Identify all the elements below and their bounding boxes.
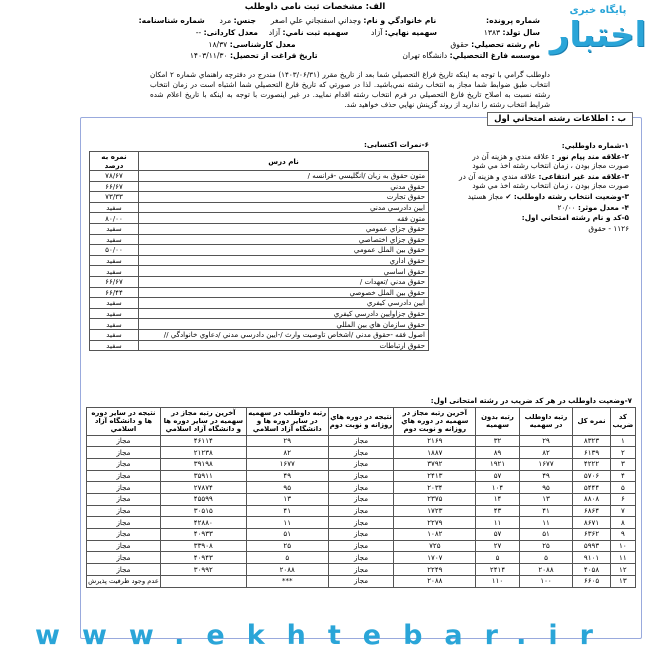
grade-row (90, 276, 429, 287)
pnu-interest-value: علاقه مندي و هزينه آن در صورت مجاز بودن ، زمان انتخاب رشته اخذ مي شود (472, 151, 629, 171)
score-header: نمره به درصد (90, 152, 139, 171)
rank-cell: مجاز (328, 575, 394, 587)
rank-cell: ۲۰۳۴ (394, 482, 476, 494)
rank-cell: ۵۱ (519, 529, 573, 541)
course-header: نام درس (139, 152, 429, 171)
grade-row (90, 213, 429, 224)
rank-cell: ۵ (476, 552, 519, 564)
header-row-2 (196, 28, 540, 37)
rank-cell: ۸۸۰۸ (573, 494, 610, 506)
rank-cell: ۸ (610, 517, 635, 529)
course-name: متون فقه (139, 213, 429, 224)
grade-row (90, 223, 429, 234)
rank-row (87, 435, 636, 447)
exam-field-label: ۵-کد و نام رشته امتحاني اول: (521, 213, 629, 223)
rank-cell: ۹۱۰۱ (573, 552, 610, 564)
grade-row (90, 171, 429, 182)
final-quota-value: آزاد (371, 28, 383, 37)
course-name: حقوق جزاي اختصاصي (139, 234, 429, 245)
rank-cell: ۲۰۸۸ (394, 575, 476, 587)
rank-cell: ۳۹۱۹۸ (160, 458, 246, 470)
rank-cell: ۳۰۹۹۲ (160, 564, 246, 576)
rank-cell: مجاز (87, 435, 161, 447)
rank-cell: ۱۱ (610, 552, 635, 564)
course-score: ۶۶/۶۷ (90, 276, 139, 287)
rank-cell: ۵۴۴۴ (573, 482, 610, 494)
course-score: سفید (90, 266, 139, 277)
rank-cell: ۴۱ (246, 505, 328, 517)
rank-row (87, 540, 636, 552)
header-row-3 (208, 40, 540, 49)
rank-cell: مجاز (328, 482, 394, 494)
grade-row (90, 181, 429, 192)
selection-status-label: ۳-وضعيت انتخاب رشته داوطلب: (513, 191, 629, 201)
birth-year-value: ۱۳۸۳ (483, 28, 501, 37)
rank-cell: مجاز (87, 564, 161, 576)
course-score: سفید (90, 223, 139, 234)
course-score: سفید (90, 308, 139, 319)
rank-cell: ۴ (610, 470, 635, 482)
grad-date-label: تاریخ فراغت از تحصیل: (230, 51, 318, 60)
rank-cell: ۵۹۹۳ (573, 540, 610, 552)
rank-cell: ۳۷۹۲ (394, 458, 476, 470)
bach-avg-label: معدل کارشناسی: (229, 40, 296, 49)
rank-cell: ۴۱ (519, 505, 573, 517)
rank-row (87, 575, 636, 587)
rank-cell: ۴۹ (246, 470, 328, 482)
rank-cell: مجاز (87, 470, 161, 482)
course-score: ۵۰/۰۰ (90, 245, 139, 256)
course-score: سفید (90, 340, 139, 351)
tech-avg-value: -- (195, 28, 202, 37)
section-b-title: ب : اطلاعات رشته امتحاني اول (487, 112, 633, 126)
rank-column-header: رتبه بدون سهمیه (476, 408, 519, 436)
grade-row (90, 287, 429, 298)
rank-cell: ۱۳ (610, 575, 635, 587)
grade-row (90, 340, 429, 351)
rank-cell: *** (246, 575, 328, 587)
grad-date-value: ۱۴۰۳/۱۱/۳۰ (189, 51, 228, 60)
check-icon: ✔ (505, 191, 512, 201)
rank-cell: مجاز (328, 529, 394, 541)
rank-cell: ۵ (246, 552, 328, 564)
exam-info (459, 141, 629, 234)
rank-cell: ۸۲ (519, 447, 573, 459)
rank-cell: عدم وجود ظرفیت پذیرش (88, 577, 159, 586)
rank-column-header: نتيجه در ساير دوره ها و دانشگاه آزاد اسلامي (87, 408, 161, 436)
reg-quota-value: آزاد (268, 28, 281, 37)
rank-cell: ۱۰ (610, 540, 635, 552)
file-number-label: شماره پرونده: (486, 16, 540, 25)
rank-cell: ۲ (610, 447, 635, 459)
section-a-title: الف: مشخصات ثبت نامی داوطلب (244, 2, 386, 12)
candidate-number-label: ۱-شماره داوطلبي: (561, 141, 629, 150)
rank-cell: مجاز (328, 540, 394, 552)
course-score: سفید (90, 202, 139, 213)
ranks-table (86, 407, 636, 588)
rank-row (87, 470, 636, 482)
rank-column-header: رتبه داوطلب در سهميه (519, 408, 573, 436)
rank-cell: ۱۸۸۷ (394, 447, 476, 459)
rank-cell: ۵۷۰۶ (573, 470, 610, 482)
rank-cell: ۲۹ (519, 435, 573, 447)
rank-cell: ۶۳۶۲ (573, 529, 610, 541)
grade-row (90, 266, 429, 277)
rank-cell: ۴۶۱۱۴ (160, 435, 246, 447)
field-value: حقوق (450, 40, 469, 49)
rank-cell: ۶ (610, 494, 635, 506)
rank-cell: مجاز (328, 505, 394, 517)
rank-cell: مجاز (87, 505, 161, 517)
rank-cell: ۲۰۸۸ (519, 564, 573, 576)
rank-cell: ۱۰۰ (519, 575, 573, 587)
ranks-section (86, 396, 636, 588)
course-name: حقوق بين الملل عمومي (139, 245, 429, 256)
rank-cell: ۴۲۲۲ (573, 458, 610, 470)
rank-cell (160, 575, 246, 587)
course-name: حقوق مدني (139, 181, 429, 192)
site-logo (548, 5, 648, 75)
rank-row (87, 517, 636, 529)
rank-cell: ۷۲۵ (394, 540, 476, 552)
grade-row (90, 298, 429, 309)
course-name: متون حقوق به زبان /انگليسي -فرانسه / (139, 171, 429, 182)
rank-cell: مجاز (87, 494, 161, 506)
rank-cell: ۵ (519, 552, 573, 564)
grade-row (90, 319, 429, 330)
rank-cell: ۲۵ (246, 540, 328, 552)
rank-row (87, 564, 636, 576)
rank-cell: ۵۱ (246, 529, 328, 541)
rank-cell: مجاز (328, 552, 394, 564)
rank-cell: مجاز (87, 517, 161, 529)
rank-cell: ۲۵ (519, 540, 573, 552)
rank-cell: ۲۳۷۵ (394, 494, 476, 506)
rank-row (87, 494, 636, 506)
rank-cell: ۹۵ (519, 482, 573, 494)
birth-year-label: سال تولد: (502, 28, 540, 37)
rank-cell: مجاز (87, 552, 161, 564)
rank-row (87, 458, 636, 470)
rank-cell: ۵۷ (476, 529, 519, 541)
rank-cell: مجاز (87, 447, 161, 459)
grade-row (90, 308, 429, 319)
rank-cell: مجاز (328, 494, 394, 506)
rank-cell: ۱۱۰ (476, 575, 519, 587)
course-name: حقوق اداري (139, 255, 429, 266)
rank-cell: ۲۰۸۸ (246, 564, 328, 576)
rank-cell: ۱۰۴ (476, 482, 519, 494)
rank-cell: ۶۱۳۹ (573, 447, 610, 459)
rank-cell: ۳۰۵۱۵ (160, 505, 246, 517)
course-score: سفید (90, 329, 139, 340)
tech-avg-label: معدل کاردانی: (203, 28, 258, 37)
course-score: ۶۶/۴۴ (90, 287, 139, 298)
rank-cell: ۳۲ (476, 435, 519, 447)
grade-row (90, 234, 429, 245)
rank-cell: مجاز (87, 458, 161, 470)
rank-cell: ۲۴۱۳ (394, 470, 476, 482)
rank-cell: ۶۶۰۵ (573, 575, 610, 587)
course-name: حقوق جزاي عمومي (139, 223, 429, 234)
rank-cell: ۱۹۲۱ (476, 458, 519, 470)
rank-cell: ۴۰۹۴۳ (160, 552, 246, 564)
reg-quota-label: سهميه ثبت نامي: (282, 28, 349, 37)
rank-cell: ۲۷۸۷۴ (160, 482, 246, 494)
gender-label: جنس: (233, 16, 256, 25)
grades-title: ۶-نمرات اکتسابی: (364, 140, 429, 149)
name-value: وجداني اسفنجاني علي اصغر (270, 16, 361, 25)
rank-cell: ۴۰۹۳۳ (160, 529, 246, 541)
rank-cell: ۹ (610, 529, 635, 541)
rank-cell: ۴۳ (476, 505, 519, 517)
rank-cell: ۱۳ (519, 494, 573, 506)
rank-cell: ۱۱ (246, 517, 328, 529)
course-name: حقوق تجارت (139, 192, 429, 203)
rank-cell: ۲۴۱۴ (476, 564, 519, 576)
rank-cell: ۷ (610, 505, 635, 517)
bach-avg-value: ۱۸/۳۷ (208, 40, 228, 49)
field-label: نام رشته تحصيلي: (471, 40, 540, 49)
rank-row (87, 505, 636, 517)
rank-cell: ۸۲ (246, 447, 328, 459)
rank-cell: ۲۷ (476, 540, 519, 552)
final-quota-label: سهميه نهايي: (384, 28, 437, 37)
rank-row (87, 482, 636, 494)
rank-cell: مجاز (328, 447, 394, 459)
course-name: حقوق اساسي (139, 266, 429, 277)
rank-column-header: رتبه داوطلب در سهميه در ساير دوره ها و دانشگاه آزاد اسلامي (248, 409, 327, 434)
rank-cell: ۲۲۷۹ (394, 517, 476, 529)
course-score: ۷۳/۳۳ (90, 192, 139, 203)
rank-cell: مجاز (87, 529, 161, 541)
rank-cell: ۲۱۶۹ (394, 435, 476, 447)
course-score: سفید (90, 234, 139, 245)
rank-cell: ۱۱ (519, 517, 573, 529)
rank-column-header: نتيجه در دوره هاي روزانه و نوبت دوم (328, 408, 394, 436)
logo-text: اختبار (549, 15, 647, 55)
rank-cell: مجاز (328, 564, 394, 576)
notice-paragraph: داوطلب گرامي با توجه به اينکه تاريخ فراغ التحصيلي شما بعد از تاريخ مقرر (۱۴۰۳/۰۶/۳۱) مندرج در دفترچه راهنماي شماره ۲ امکان انتخاب طبق ضوابط شما مجاز به انتخاب رشته نمي‌باشيد. لذا در صورتي که تاريخ فارغ التحصيلي شما اشتباه است در زمان انتخاب رشته نسبت به اصلاح تاريخ فارغ التحصيلي در فرم انتخاب رشته اقدام نماييد. در غير اينصورت با توجه به اينکه با تاريخ اعلام شده شرايط انتخاب رشته را نداريد از روند گزينش نهايي حذف خواهيد شد. (150, 70, 550, 109)
rank-row (87, 552, 636, 564)
grades-table (89, 151, 429, 351)
rank-row (87, 447, 636, 459)
rank-cell: ۱۲ (610, 564, 635, 576)
section-b-box (80, 114, 642, 639)
rank-cell: ۱۱ (476, 517, 519, 529)
course-name: ايين دادرسي مدني (139, 202, 429, 213)
logo-subtitle: پایگاه خبری (569, 5, 627, 16)
id-number-label: شماره شناسنامه: (138, 16, 205, 25)
pnu-interest-label: ۲-علاقه مند پیام نور : (551, 151, 629, 161)
rank-column-header: نمره کل (573, 408, 610, 436)
rank-cell: ۱۷۰۷ (394, 552, 476, 564)
rank-cell: ۱۳ (246, 494, 328, 506)
course-score: سفید (90, 255, 139, 266)
course-name: حقوق جزاوايين دادرسي کيفري (139, 308, 429, 319)
rank-cell: مجاز (328, 435, 394, 447)
header-row-1 (139, 16, 540, 25)
rank-cell: مجاز (328, 458, 394, 470)
rank-cell: ۹۵ (246, 482, 328, 494)
rank-cell: ۵۷ (476, 470, 519, 482)
rank-cell: مجاز (328, 517, 394, 529)
nonprofit-interest-label: ۳-علاقه مند غیر انتفاعی: (538, 171, 629, 181)
rank-cell: ۸۶۷۱ (573, 517, 610, 529)
gender-value: مرد (219, 16, 232, 25)
rank-cell: ۱۴ (476, 494, 519, 506)
rank-cell: ۲۱۲۳۸ (160, 447, 246, 459)
rank-cell: ۸۹ (476, 447, 519, 459)
course-score: ۷۸/۶۷ (90, 171, 139, 182)
rank-cell: ۴۲۸۸۰ (160, 517, 246, 529)
course-score: سفید (90, 298, 139, 309)
rank-cell: ۱۶۷۷ (246, 458, 328, 470)
rank-cell: مجاز (328, 470, 394, 482)
selection-status-value: مجاز هستيد (467, 191, 504, 201)
effective-avg-value: ۲۰/۰۰ (557, 202, 576, 212)
rank-cell: ۳۵۹۱۱ (160, 470, 246, 482)
rank-column-header: آخرين رتبه مجاز در سهميه در دوره هاي روزانه و نوبت دوم (394, 408, 476, 436)
grade-row (90, 202, 429, 213)
rank-column-header: آخرين رتبه مجاز در سهميه در ساير دوره ها و دانشگاه آزاد اسلامي (160, 408, 246, 436)
exam-field-value: ۱۱۲۶ - حقوق (588, 223, 629, 233)
header-row-4 (190, 51, 540, 60)
rank-cell: ۱۷۲۳ (394, 505, 476, 517)
rank-cell: ۲۹ (246, 435, 328, 447)
rank-cell: ۶۸۶۴ (573, 505, 610, 517)
grade-row (90, 329, 429, 340)
course-score: ۸۰/۰۰ (90, 213, 139, 224)
name-label: نام خانوادگي و نام: (363, 16, 437, 25)
rank-cell: ۵ (610, 482, 635, 494)
rank-cell: ۸۳۲۳ (573, 435, 610, 447)
institution-label: موسسه فارغ التحصيلي: (449, 51, 540, 60)
grade-row (90, 192, 429, 203)
footer-url: www.ekhtebar.ir (35, 620, 615, 651)
effective-avg-label: ۴- معدل موثر: (577, 202, 629, 212)
rank-cell: ۲۲۴۹ (394, 564, 476, 576)
rank-cell: مجاز (87, 540, 161, 552)
course-name: حقوق بين الملل خصوصي (139, 287, 429, 298)
rank-cell: ۴۰۵۸ (573, 564, 610, 576)
rank-row (87, 529, 636, 541)
rank-cell: ۴۵۵۹۹ (160, 494, 246, 506)
course-name: اصول فقه -حقوق مدني /اشخاص تاوصيت وارث /-ايين دادرسي مدني /دعاوي خانوادگي // (139, 329, 429, 340)
grade-row (90, 245, 429, 256)
course-name: ايين دادرسي کيفري (139, 298, 429, 309)
rank-cell: ۴۹ (519, 470, 573, 482)
rank-cell: ۳۳۹۰۸ (160, 540, 246, 552)
nonprofit-interest-value: علاقه مندي و هزينه آن در صورت مجاز بودن ، زمان انتخاب رشته اخذ مي شود (459, 171, 629, 191)
rank-cell: ۱۶۷۷ (519, 458, 573, 470)
grade-row (90, 255, 429, 266)
rank-cell: ۱۰۸۲ (394, 529, 476, 541)
grades-section (89, 140, 429, 351)
course-name: حقوق مدني /تعهدات / (139, 276, 429, 287)
course-score: ۶۶/۶۷ (90, 181, 139, 192)
rank-cell: ۱ (610, 435, 635, 447)
course-score: سفید (90, 319, 139, 330)
institution-value: دانشگاه تهران (402, 51, 448, 60)
ranks-title: ۷-وضعیت داوطلب در هر کد ضریب در رشته امتحانی اول: (430, 396, 632, 405)
rank-cell: ۳ (610, 458, 635, 470)
rank-cell: مجاز (87, 482, 161, 494)
rank-column-header: کد ضریب (610, 408, 635, 436)
course-name: حقوق سازمان هاي بين المللي (139, 319, 429, 330)
course-name: حقوق ارتباطات (139, 340, 429, 351)
